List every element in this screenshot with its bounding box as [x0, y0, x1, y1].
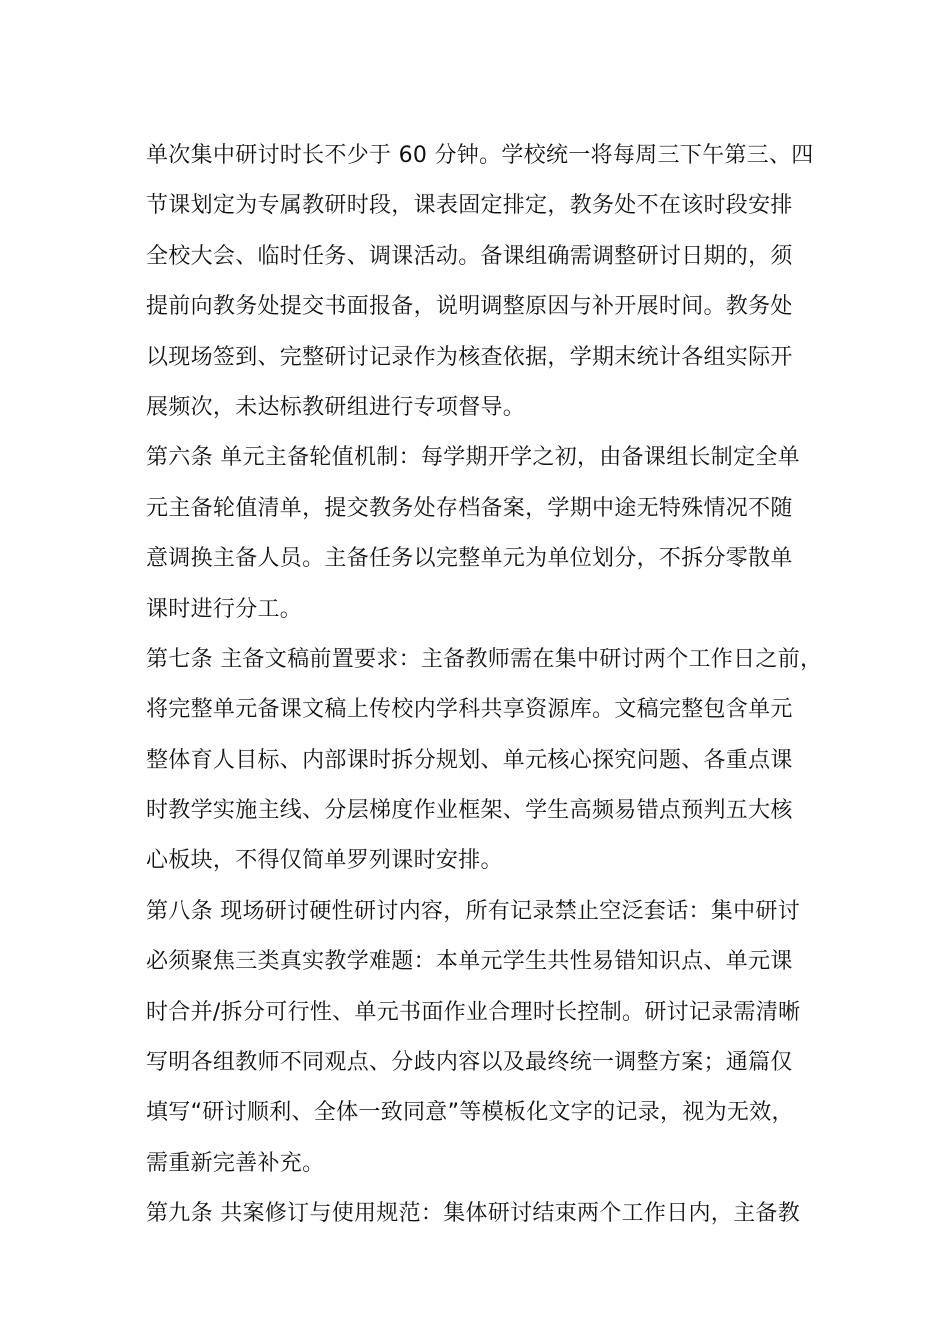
text-line: 元主备轮值清单，提交教务处存档备案，学期中途无特殊情况不随 — [146, 495, 793, 521]
text-line: 需重新完善补充。 — [146, 1150, 325, 1176]
text-line: 整体育人目标、内部课时拆分规划、单元核心探究问题、各重点课 — [146, 747, 793, 773]
text-line: 时教学实施主线、分层梯度作业框架、学生高频易错点预判五大核 — [146, 798, 793, 824]
text-line: 将完整单元备课文稿上传校内学科共享资源库。文稿完整包含单元 — [146, 697, 793, 723]
text-line: 填写“研讨顺利、全体一致同意”等模板化文字的记录，视为无效， — [146, 1100, 794, 1126]
text-line: 提前向教务处提交书面报备，说明调整原因与补开展时间。教务处 — [146, 294, 793, 320]
text-line: 展频次，未达标教研组进行专项督导。 — [146, 394, 526, 420]
text-line: 心板块，不得仅简单罗列课时安排。 — [146, 848, 503, 874]
text-line: 时合并/拆分可行性、单元书面作业合理时长控制。研讨记录需清晰 — [146, 999, 801, 1025]
text-line: 单次集中研讨时长不少于 60 分钟。学校统一将每周三下午第三、四 — [146, 143, 814, 168]
text-line: 意调换主备人员。主备任务以完整单元为单位划分，不拆分零散单 — [146, 546, 793, 572]
article-9-line: 第九条 共案修订与使用规范：集体研讨结束两个工作日内，主备教 — [146, 1201, 800, 1227]
text-line: 以现场签到、完整研讨记录作为核查依据，学期末统计各组实际开 — [146, 344, 793, 370]
text-line: 写明各组教师不同观点、分歧内容以及最终统一调整方案；通篇仅 — [146, 1050, 793, 1076]
article-7-line: 第七条 主备文稿前置要求：主备教师需在集中研讨两个工作日之前， — [146, 646, 823, 672]
text-line: 节课划定为专属教研时段，课表固定排定，教务处不在该时段安排 — [146, 193, 793, 219]
document-body — [146, 131, 826, 1240]
text-line: 必须聚焦三类真实教学难题：本单元学生共性易错知识点、单元课 — [146, 949, 793, 975]
article-6-line: 第六条 单元主备轮值机制：每学期开学之初，由备课组长制定全单 — [146, 445, 800, 471]
text-line: 全校大会、临时任务、调课活动。备课组确需调整研讨日期的，须 — [146, 243, 793, 269]
article-8-line: 第八条 现场研讨硬性研讨内容，所有记录禁止空泛套话：集中研讨 — [146, 898, 800, 924]
text-line: 课时进行分工。 — [146, 596, 303, 622]
